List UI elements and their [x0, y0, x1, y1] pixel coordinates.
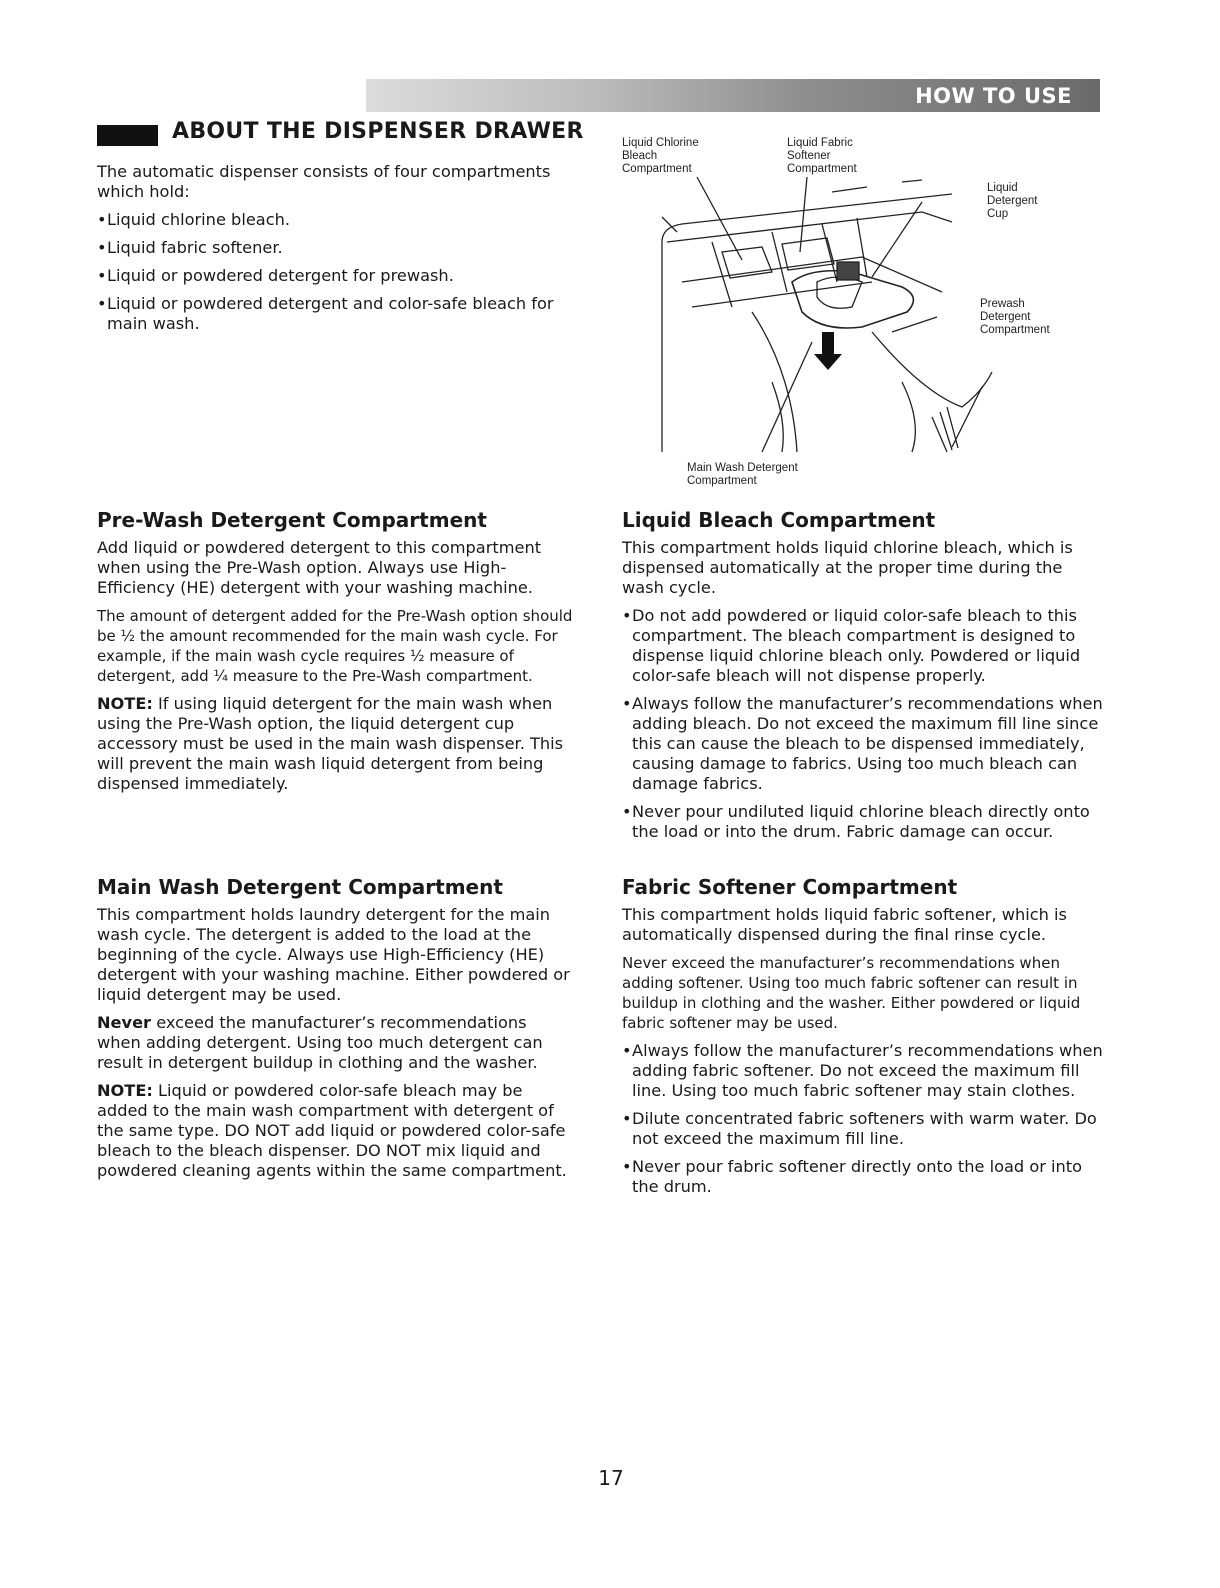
- intro-bullet: • Liquid or powdered detergent and color-safe bleach for main wash.: [97, 294, 554, 333]
- cup-callout: Liquid Detergent Cup: [987, 182, 1038, 220]
- bleach-heading: Liquid Bleach Compartment: [622, 508, 936, 532]
- bleach-section: [622, 508, 1104, 850]
- intro-bullet: • Liquid chlorine bleach.: [97, 210, 291, 229]
- prewash-note: NOTE: If using liquid detergent for the main wash when using the Pre-Wash option, the liquid detergent cup accessory must be used in the main wash dispenser. This will prevent the main wash liquid detergent from being dispensed immediately.: [97, 694, 564, 793]
- mainwash-heading: Main Wash Detergent Compartment: [97, 875, 503, 899]
- mainwash-note: NOTE: Liquid or powdered color-safe bleach may be added to the main wash compartment with detergent of the same type. DO NOT add liquid or powdered color-safe bleach to the bleach dispenser. DO NOT mix liquid and powdered cleaning agents within the same compartment.: [97, 1081, 567, 1180]
- softener-callout: Liquid Fabric Softener Compartment: [787, 137, 857, 175]
- intro-bullet: • Liquid fabric softener.: [97, 238, 283, 257]
- softener-p1: This compartment holds liquid fabric softener, which is automatically dispensed during the final rinse cycle.: [622, 905, 1067, 944]
- mainwash-p1: This compartment holds laundry detergent for the main wash cycle. The detergent is added to the load at the beginning of the cycle. Always use High-Efficiency (HE) detergent with your washing machine. Either powdered or liquid detergent may be used.: [97, 905, 570, 1004]
- softener-bullet: • Never pour fabric softener directly onto the load or into the drum.: [622, 1157, 1083, 1196]
- note-label: NOTE:: [97, 1081, 153, 1100]
- bleach-bullet: • Never pour undiluted liquid chlorine bleach directly onto the load or into the drum. Fabric damage can occur.: [622, 802, 1090, 841]
- softener-bullet: • Always follow the manufacturer’s recommendations when adding fabric softener. Do not exceed the maximum fill line. Using too much fabric softener may stain clothes.: [622, 1041, 1103, 1100]
- how-to-use-banner: [366, 79, 1100, 112]
- intro-text: The automatic dispenser consists of four compartments which hold:: [97, 162, 551, 201]
- softener-heading: Fabric Softener Compartment: [622, 875, 958, 899]
- main-wash-section: [97, 875, 575, 1189]
- note-label: NOTE:: [97, 694, 153, 713]
- mainwash-never: Never exceed the manufacturer’s recommendations when adding detergent. Using too much detergent can result in detergent buildup in clothing and the washer.: [97, 1013, 543, 1072]
- softener-bullet: • Dilute concentrated fabric softeners with warm water. Do not exceed the maximum fill line.: [622, 1109, 1097, 1148]
- section-marker: [97, 125, 158, 146]
- prewash-heading: Pre-Wash Detergent Compartment: [97, 508, 487, 532]
- prewash-p2: The amount of detergent added for the Pre-Wash option should be ½ the amount recommended for the main wash cycle. For example, if the main wash cycle requires ½ measure of detergent, add ¼ measure to the Pre-Wash compartment.: [97, 607, 573, 685]
- page-number: 17: [598, 1466, 624, 1490]
- intro-section: [97, 162, 577, 342]
- page-title: ABOUT THE DISPENSER DRAWER: [172, 119, 584, 144]
- bleach-bullet: • Always follow the manufacturer’s recommendations when adding bleach. Do not exceed the maximum fill line since this can cause the bleach to be dispensed immediately, causing damage to fabrics. Using too much bleach can damage fabrics.: [622, 694, 1103, 793]
- prewash-section: [97, 508, 575, 802]
- dispenser-drawer-illustration: [622, 132, 1062, 497]
- banner-label: HOW TO USE: [915, 84, 1072, 108]
- intro-bullet: • Liquid or powdered detergent for prewash.: [97, 266, 454, 285]
- main-wash-callout: Main Wash Detergent Compartment: [687, 462, 798, 487]
- prewash-p1: Add liquid or powdered detergent to this compartment when using the Pre-Wash option. Always use High-Efficiency (HE) detergent with your washing machine.: [97, 538, 542, 597]
- bleach-p1: This compartment holds liquid chlorine bleach, which is dispensed automatically at the proper time during the wash cycle.: [622, 538, 1073, 597]
- never-label: Never: [97, 1013, 152, 1032]
- bleach-callout: Liquid Chlorine Bleach Compartment: [622, 137, 699, 175]
- softener-section: [622, 875, 1104, 1205]
- bleach-bullet: • Do not add powdered or liquid color-safe bleach to this compartment. The bleach compartment is designed to dispense liquid chlorine bleach only. Powdered or liquid color-safe bleach will not dispense properly.: [622, 606, 1081, 685]
- prewash-callout: Prewash Detergent Compartment: [980, 298, 1050, 336]
- softener-p2: Never exceed the manufacturer’s recommendations when adding softener. Using too much fabric softener can result in buildup in clothing and the washer. Either powdered or liquid fabric softener may be used.: [622, 954, 1081, 1032]
